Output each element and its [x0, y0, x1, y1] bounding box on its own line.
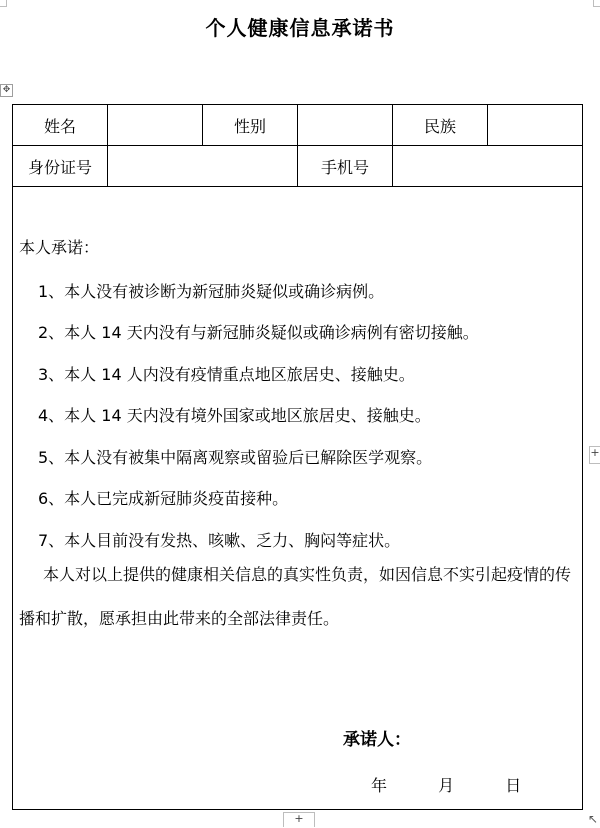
table-row [13, 146, 583, 187]
pledge-item: 3、本人 14 人内没有疫情重点地区旅居史、接触史。 [38, 365, 415, 384]
id-number-field[interactable] [108, 146, 298, 187]
table-row [13, 187, 583, 810]
ethnicity-field[interactable] [488, 105, 583, 146]
gender-label: 性别 [203, 105, 298, 146]
year-label: 年 [371, 776, 388, 795]
table-move-handle-icon[interactable]: ✥ [0, 84, 13, 97]
pledge-item: 4、本人 14 天内没有境外国家或地区旅居史、接触史。 [38, 406, 431, 425]
name-field[interactable] [108, 105, 203, 146]
page-corner-mark [0, 0, 7, 7]
phone-label: 手机号 [298, 146, 393, 187]
gender-field[interactable] [298, 105, 393, 146]
pledge-heading: 本人承诺： [19, 238, 100, 257]
pledge-item: 5、本人没有被集中隔离观察或留验后已解除医学观察。 [38, 448, 433, 467]
pledge-item: 6、本人已完成新冠肺炎疫苗接种。 [38, 489, 289, 508]
pledge-item: 1、本人没有被诊断为新冠肺炎疑似或确诊病例。 [38, 282, 385, 301]
add-column-icon[interactable]: + [589, 446, 600, 464]
pledge-cell[interactable] [13, 187, 583, 810]
pledge-item: 2、本人 14 天内没有与新冠肺炎疑似或确诊病例有密切接触。 [38, 323, 479, 342]
page-corner-mark [593, 0, 600, 7]
id-number-label: 身份证号 [13, 146, 108, 187]
document-title: 个人健康信息承诺书 [205, 16, 395, 40]
name-label: 姓名 [13, 105, 108, 146]
signer-label: 承诺人： [343, 730, 411, 750]
add-row-icon[interactable]: + [283, 812, 315, 827]
day-label: 日 [505, 776, 522, 795]
date-row [371, 773, 521, 796]
phone-field[interactable] [393, 146, 583, 187]
month-label: 月 [438, 776, 455, 795]
table-row [13, 105, 583, 146]
ethnicity-label: 民族 [393, 105, 488, 146]
pledge-item: 7、本人目前没有发热、咳嗽、乏力、胸闷等症状。 [38, 531, 401, 550]
table-resize-icon[interactable]: ↖ [587, 812, 598, 826]
health-info-table [12, 104, 583, 810]
declaration-paragraph: 本人对以上提供的健康相关信息的真实性负责，如因信息不实引起疫情的传播和扩散，愿承担由此带来的全部法律责任。 [19, 565, 572, 628]
